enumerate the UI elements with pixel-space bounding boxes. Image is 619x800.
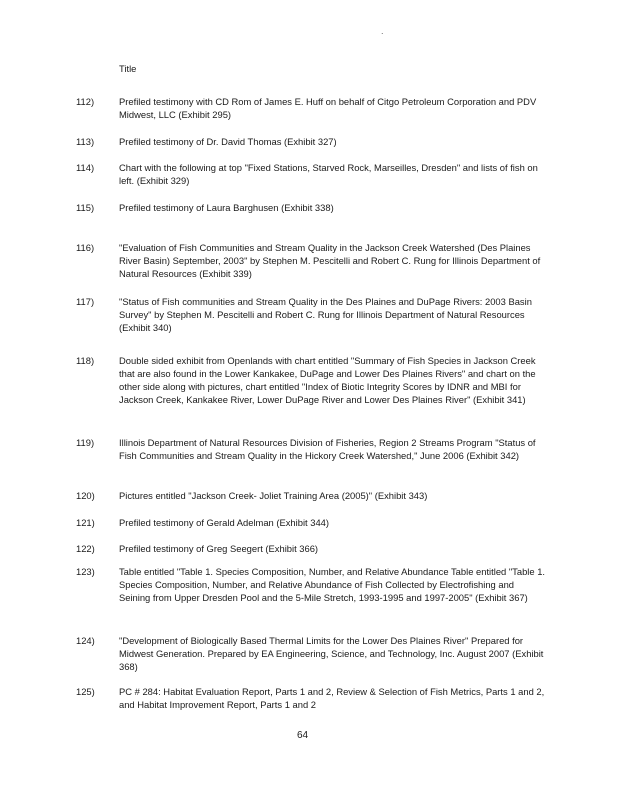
exhibit-entry	[76, 543, 546, 556]
exhibit-entry	[76, 566, 546, 605]
entry-number: 123)	[76, 566, 95, 577]
entry-text: "Evaluation of Fish Communities and Stream Quality in the Jackson Creek Watershed (Des Plaines River Basin) September, 2003" by Stephen M. Pescitelli and Robert C. Rung for Illinois Department of Natural Resources (Exhibit 339)	[119, 242, 541, 279]
entry-text: Prefiled testimony of Greg Seegert (Exhibit 366)	[119, 543, 319, 554]
entry-number: 121)	[76, 517, 95, 528]
page-number: 64	[297, 730, 309, 741]
header-mark: .	[381, 26, 384, 36]
entry-number: 124)	[76, 635, 95, 646]
entry-text: Prefiled testimony of Gerald Adelman (Exhibit 344)	[119, 517, 329, 528]
exhibit-entry	[76, 517, 546, 530]
exhibit-entry	[76, 490, 546, 503]
column-title: Title	[119, 63, 137, 74]
entry-number: 119)	[76, 437, 95, 448]
entry-number: 116)	[76, 242, 95, 253]
entry-number: 118)	[76, 355, 95, 366]
exhibit-entry	[76, 162, 546, 188]
entry-number: 112)	[76, 96, 95, 107]
entry-number: 125)	[76, 686, 95, 697]
exhibit-entry	[76, 635, 546, 674]
entry-number: 117)	[76, 296, 95, 307]
exhibit-entry	[76, 686, 546, 712]
entry-text: "Status of Fish communities and Stream Quality in the Des Plaines and DuPage Rivers: 2003 Basin Survey" by Stephen M. Pescitelli and Robert C. Rung for Illinois Department of Natural Resources (Exhibit 340)	[119, 296, 532, 333]
entry-number: 114)	[76, 162, 95, 173]
entry-text: "Development of Biologically Based Thermal Limits for the Lower Des Plaines River" Prepared for Midwest Generation. Prepared by EA Engineering, Science, and Technology, Inc. August 2007 (Exhibit 368)	[119, 635, 544, 672]
entry-text: Double sided exhibit from Openlands with chart entitled "Summary of Fish Species in Jackson Creek that are also found in the Lower Kankakee, DuPage and Lower Des Plaines Rivers" and chart on the other side along with pictures, chart entitled "Index of Biotic Integrity Scores by IDNR and MBI for Jackson Creek, Kankakee River, Lower DuPage River and Lower Des Plaines River" (Exhibit 341)	[119, 355, 536, 405]
exhibit-entry	[76, 296, 546, 335]
entry-text: Pictures entitled "Jackson Creek- Joliet Training Area (2005)" (Exhibit 343)	[119, 490, 428, 501]
exhibit-entry	[76, 242, 546, 281]
exhibit-entry	[76, 96, 546, 122]
entry-text: Illinois Department of Natural Resources Division of Fisheries, Region 2 Streams Program "Status of Fish Communities and Stream Quality in the Hickory Creek Watershed," June 2006 (Exhibit 342)	[119, 437, 536, 461]
exhibit-entry	[76, 202, 546, 215]
exhibit-entry	[76, 136, 546, 149]
entry-number: 113)	[76, 136, 95, 147]
entry-number: 115)	[76, 202, 95, 213]
entry-number: 122)	[76, 543, 95, 554]
entry-text: Table entitled "Table 1. Species Composition, Number, and Relative Abundance Table entitled "Table 1. Species Composition, Number, and Relative Abundance of Fish Collected by Electrofishing and Seining from Upper Dresden Pool and the 5-Mile Stretch, 1993-1995 and 1997-2005" (Exhibit 367)	[119, 566, 546, 603]
exhibit-entry	[76, 437, 546, 463]
entry-text: Chart with the following at top "Fixed Stations, Starved Rock, Marseilles, Dresden" and lists of fish on left. (Exhibit 329)	[119, 162, 538, 186]
exhibit-entry	[76, 355, 546, 407]
entry-text: Prefiled testimony of Laura Barghusen (Exhibit 338)	[119, 202, 334, 213]
entry-text: Prefiled testimony of Dr. David Thomas (Exhibit 327)	[119, 136, 337, 147]
entry-text: PC # 284: Habitat Evaluation Report, Parts 1 and 2, Review & Selection of Fish Metrics, Parts 1 and 2, and Habitat Improvement Report, Parts 1 and 2	[119, 686, 545, 710]
entry-text: Prefiled testimony with CD Rom of James E. Huff on behalf of Citgo Petroleum Corporation and PDV Midwest, LLC (Exhibit 295)	[119, 96, 537, 120]
entry-number: 120)	[76, 490, 95, 501]
